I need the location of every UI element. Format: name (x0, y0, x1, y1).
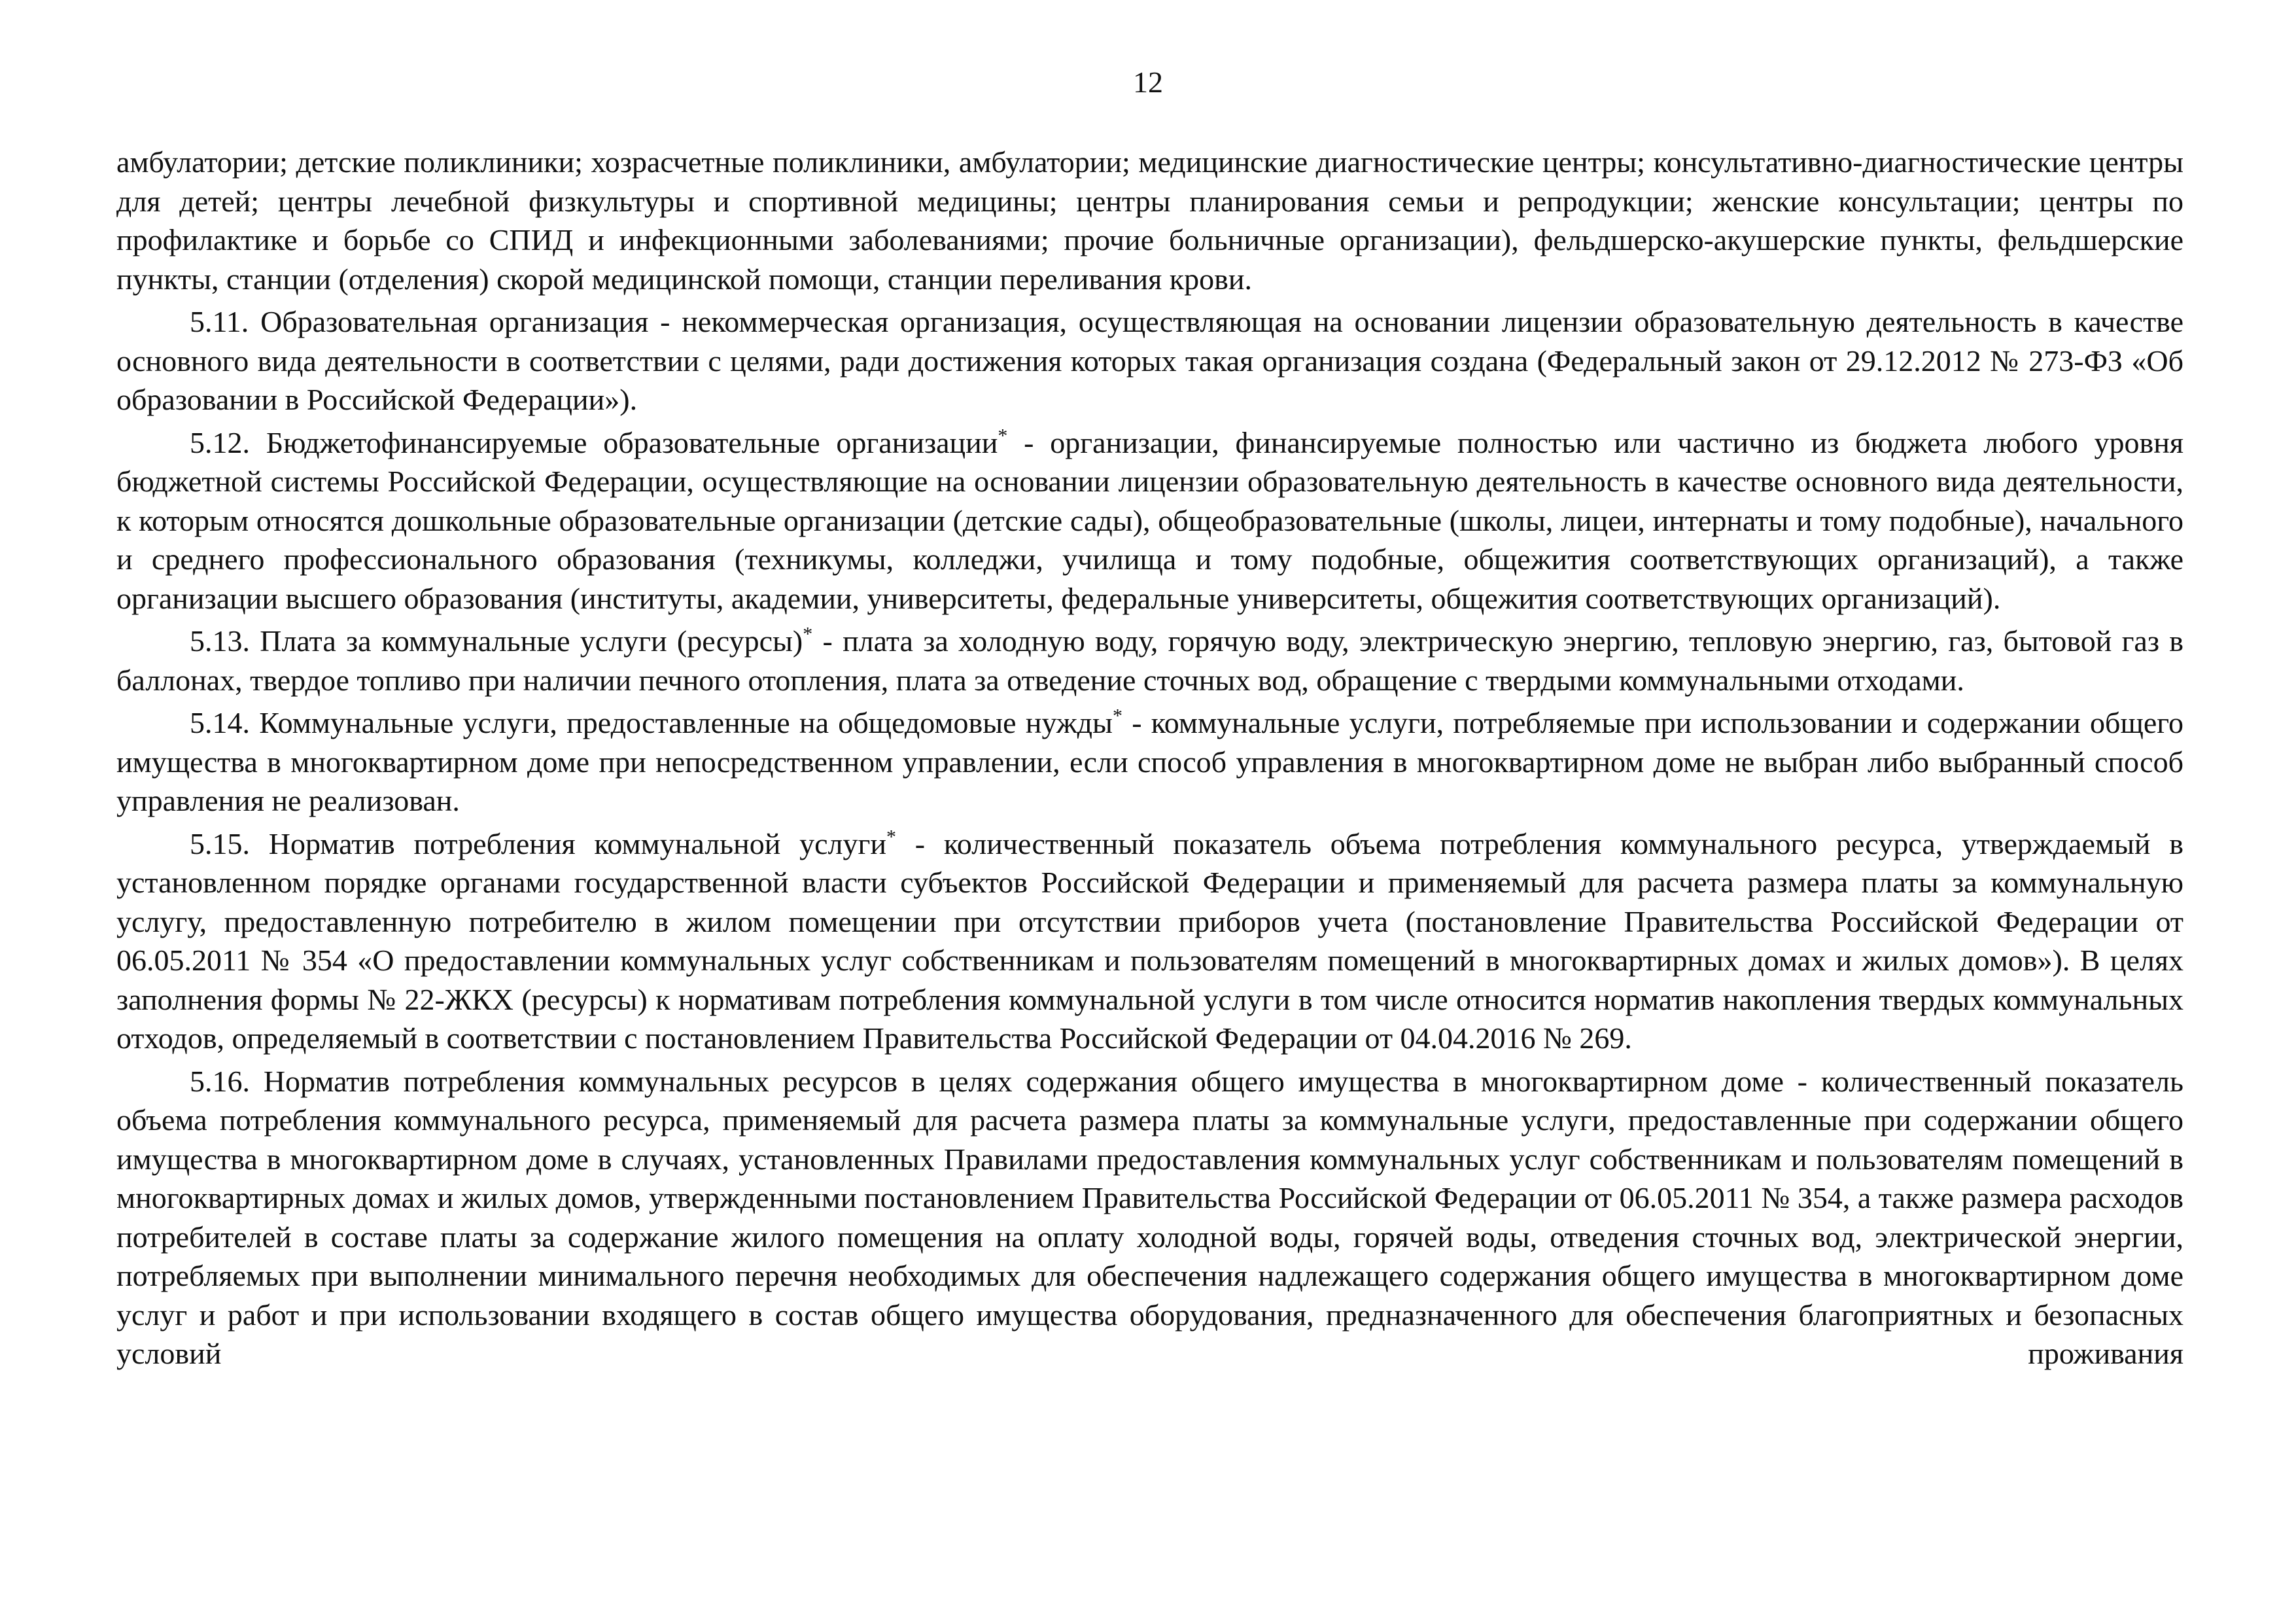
paragraph-5-14-head: 5.14. Коммунальные услуги, предоставленные на общедомовые нужды (190, 706, 1113, 739)
paragraph-5-13-tail: - плата за холодную воду, горячую воду, электрическую энергию, тепловую энергию, газ, бытовой газ в баллонах, твердое топливо при наличии печного отопления, плата за отведение сточных вод, обращение с твердыми коммунальными отходами. (116, 624, 2183, 697)
paragraph-5-15 (116, 824, 2183, 1058)
paragraph-5-12-tail: - организации, финансируемые полностью или частично из бюджета любого уровня бюджетной системы Российской Федерации, осуществляющие на основании лицензии образовательную деятельность в качестве основного вида деятельности, к которым относятся дошкольные образовательные организации (детские сады), общеобразовательные (школы, лицеи, интернаты и тому подобные), начального и среднего профессионального образования (техникумы, колледжи, училища и тому подобные, общежития соответствующих организаций), а также организации высшего образования (институты, академии, университеты, федеральные университеты, общежития соответствующих организаций). (116, 425, 2183, 615)
paragraph-5-13 (116, 622, 2183, 699)
footnote-marker: * (998, 425, 1008, 447)
document-body (116, 143, 2183, 1377)
paragraph-continuation: амбулатории; детские поликлиники; хозрасчетные поликлиники, амбулатории; медицинские диагностические центры; консультативно-диагностические центры для детей; центры лечебной физкультуры и спортивной медицины; центры планирования семьи и репродукции; женские консультации; центры по профилактике и борьбе со СПИД и инфекционными заболеваниями; прочие больничные организации), фельдшерско-акушерские пункты, фельдшерские пункты, станции (отделения) скорой медицинской помощи, станции переливания крови. (116, 145, 2183, 296)
page-number: 12 (1133, 65, 1163, 99)
footnote-marker: * (886, 826, 896, 848)
paragraph-5-14-tail: - коммунальные услуги, потребляемые при использовании и содержании общего имущества в многоквартирном доме при непосредственном управлении, если способ управления в многоквартирном доме не выбран либо выбранный способ управления не реализован. (116, 706, 2184, 817)
footnote-marker: * (1112, 705, 1122, 727)
paragraph-5-16: 5.16. Норматив потребления коммунальных ресурсов в целях содержания общего имущества в многоквартирном доме - количественный показатель объема потребления коммунального ресурса, применяемый для расчета размера платы за коммунальные услуги, предоставленные при содержании общего имущества в многоквартирном доме в случаях, установленных Правилами предоставления коммунальных услуг собственникам и пользователям помещений в многоквартирных домах и жилых домов, утвержденными постановлением Правительства Российской Федерации от 06.05.2011 № 354, а также размера расходов потребителей в составе платы за содержание жилого помещения на оплату холодной воды, горячей воды, отведения сточных вод, электрической энергии, потребляемых при выполнении минимального перечня необходимых для обеспечения надлежащего содержания общего имущества в многоквартирном доме услуг и работ и при использовании входящего в состав общего имущества оборудования, предназначенного для обеспечения благоприятных и безопасных условий проживания (116, 1064, 2183, 1370)
paragraph-5-14 (116, 703, 2183, 821)
paragraph-5-12-head: 5.12. Бюджетофинансируемые образовательные организации (190, 425, 998, 459)
paragraph-5-13-head: 5.13. Плата за коммунальные услуги (ресурсы) (190, 624, 803, 658)
paragraph-5-15-head: 5.15. Норматив потребления коммунальной услуги (190, 826, 886, 860)
paragraph-5-11: 5.11. Образовательная организация - некоммерческая организация, осуществляющая на основании лицензии образовательную деятельность в качестве основного вида деятельности в соответствии с целями, ради достижения которых такая организация создана (Федеральный закон от 29.12.2012 № 273-ФЗ «Об образовании в Российской Федерации»). (116, 305, 2183, 416)
paragraph-5-12 (116, 423, 2183, 618)
paragraph-5-15-tail: - количественный показатель объема потребления коммунального ресурса, утверждаемый в установленном порядке органами государственной власти субъектов Российской Федерации и применяемый для расчета размера платы за коммунальную услугу, предоставленную потребителю в жилом помещении при отсутствии приборов учета (постановление Правительства Российской Федерации от 06.05.2011 № 354 «О предоставлении коммунальных услуг собственникам и пользователям помещений в многоквартирных домах и жилых домов»). В целях заполнения формы № 22-ЖКХ (ресурсы) к нормативам потребления коммунальной услуги в том числе относится норматив накопления твердых коммунальных отходов, определяемый в соответствии с постановлением Правительства Российской Федерации от 04.04.2016 № 269. (116, 826, 2183, 1055)
footnote-marker: * (803, 623, 813, 645)
